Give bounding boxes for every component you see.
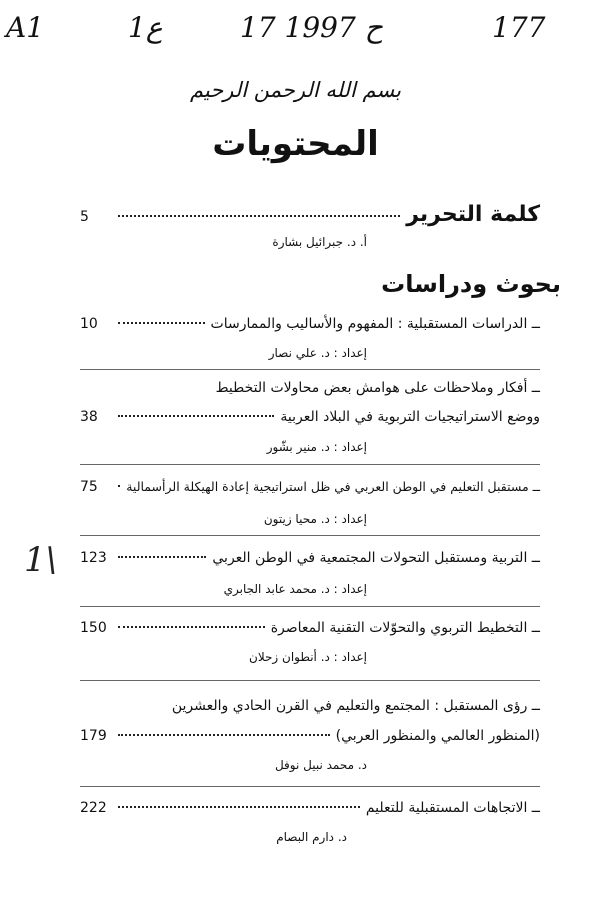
entry-title: ووضع الاستراتيجيات التربوية في البلاد العربية [280,409,540,425]
divider [80,680,540,681]
dotted-leader [118,806,360,808]
handwritten-margin-mark: 1\ [24,540,58,580]
handwritten-issue-number: 1ع [128,11,163,44]
toc-entry-editorial [80,202,540,227]
entry-title-line1: ــ رؤى المستقبل : المجتمع والتعليم في القرن الحادي والعشرين [171,698,540,714]
editorial-title: كلمة التحرير [406,202,540,227]
page-title: المحتويات [212,124,379,164]
dotted-leader [118,734,330,736]
toc-entry [80,409,540,425]
dotted-leader [118,215,400,217]
entry-title: ــ مستقبل التعليم في الوطن العربي في ظل استراتيجية إعادة الهيكلة الرأسمالية [126,479,540,494]
page-number: 75 [80,479,98,495]
entry-author: د. محمد نبيل نوفل [274,758,367,772]
toc-entry [80,316,540,332]
entry-title-line1: ــ أفكار وملاحظات على هوامش بعض محاولات التخطيط [215,380,540,396]
toc-entry [80,728,540,744]
divider [80,606,540,607]
handwritten-catalog-number: 177 [492,11,546,44]
dotted-leader [118,415,274,417]
handwritten-date: 17 ح 1997 [240,11,383,44]
page-number: 123 [80,550,107,566]
page-number: 5 [80,209,89,225]
entry-title: ــ الدراسات المستقبلية : المفهوم والأساليب والممارسات [210,316,540,332]
dotted-leader [118,322,205,324]
page-number: 150 [80,620,107,636]
toc-entry [80,800,540,816]
divider [80,464,540,465]
toc-entry [80,479,540,495]
dotted-leader [118,556,206,558]
divider [80,535,540,536]
entry-title: ــ التربية ومستقبل التحولات المجتمعية في الوطن العربي [212,550,540,566]
entry-title: (المنظور العالمي والمنظور العربي) [335,728,540,744]
divider [80,786,540,787]
entry-author: إعداد : د. محمد عابد الجابري [223,582,367,596]
section-heading: بحوث ودراسات [381,270,561,298]
divider [80,369,540,370]
handwritten-code-a1: A1 [6,11,45,44]
entry-author: إعداد : د. منير بشّور [266,440,367,454]
toc-entry [80,550,540,566]
toc-entry [80,620,540,636]
page-number: 10 [80,316,98,332]
page-number: 38 [80,409,98,425]
entry-author: د. دارم البصام [276,830,347,844]
entry-author: إعداد : د. أنطوان زحلان [249,650,367,664]
entry-author: إعداد : د. محيا زيتون [263,512,367,526]
entry-title: ــ التخطيط التربوي والتحوّلات التقنية المعاصرة [270,620,540,636]
entry-author: إعداد : د. علي نصار [268,346,367,360]
editorial-author: أ. د. جبرائيل بشارة [272,235,367,249]
page-number: 222 [80,800,107,816]
page-number: 179 [80,728,107,744]
entry-title: ــ الاتجاهات المستقبلية للتعليم [365,800,540,816]
basmala: بسم الله الرحمن الرحيم [189,78,402,102]
dotted-leader [118,626,265,628]
dotted-leader [118,485,120,487]
